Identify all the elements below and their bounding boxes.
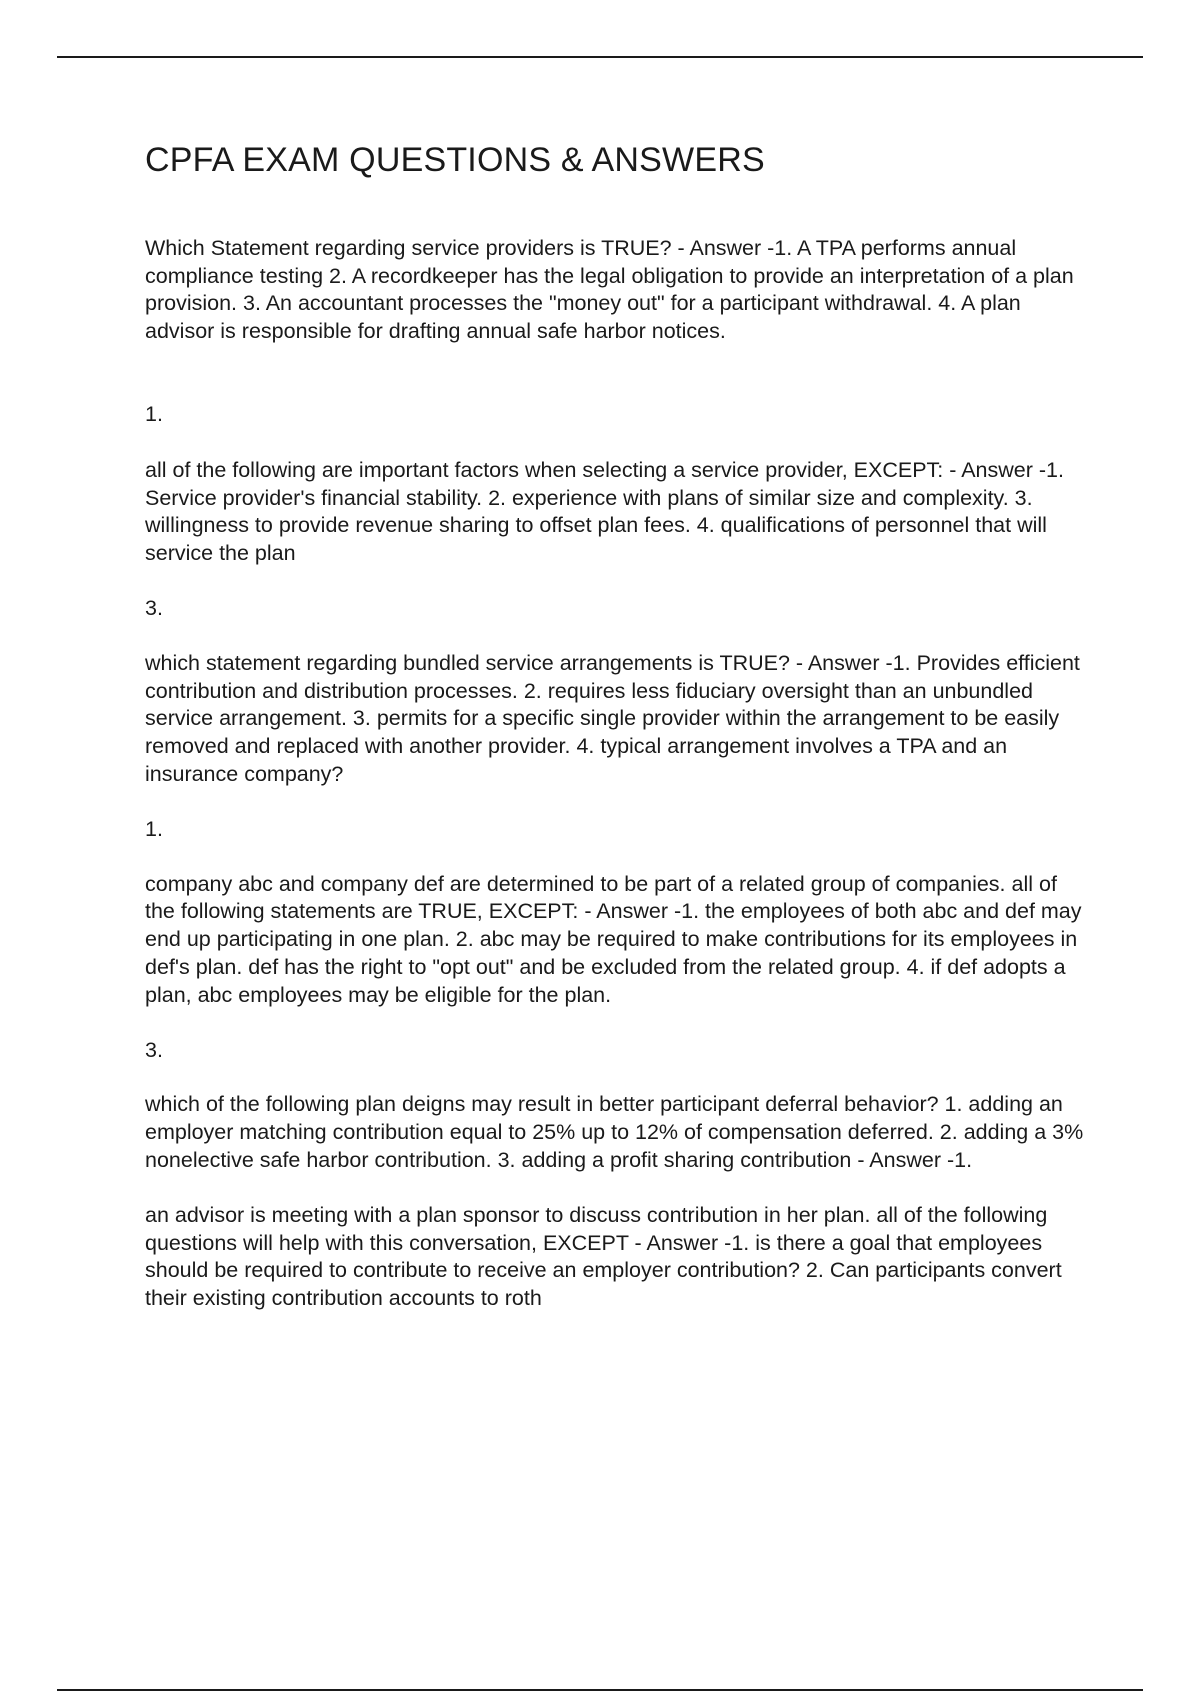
question-1: Which Statement regarding service providers is TRUE? - Answer -1. A TPA performs annual compliance testing 2. A recordkeeper has the legal obligation to provide an interpretation of a plan provision. 3. An accountant processes the "money out" for a participant withdrawal. 4. A plan advisor is responsible for drafting annual safe harbor notices.: [145, 235, 1074, 344]
question-2: all of the following are important factors when selecting a service provider, EXCEPT: - Answer -1. Service provider's financial stability. 2. experience with plans of similar size and complexity. 3. willingness to provide revenue sharing to offset plan fees. 4. qualifications of personnel that will service the plan: [145, 457, 1064, 566]
answer-1: 1.: [145, 401, 163, 426]
page-title: CPFA EXAM QUESTIONS & ANSWERS: [145, 141, 765, 179]
question-3: which statement regarding bundled service arrangements is TRUE? - Answer -1. Provides efficient contribution and distribution processes. 2. requires less fiduciary oversight than an unbundled service arrangement. 3. permits for a specific single provider within the arrangement to be easily removed and replaced with another provider. 4. typical arrangement involves a TPA and an insurance company?: [145, 650, 1080, 786]
question-6: an advisor is meeting with a plan sponsor to discuss contribution in her plan. all of the following questions will help with this conversation, EXCEPT - Answer -1. is there a goal that employees should be required to contribute to receive an employer contribution? 2. Can participants convert their existing contribution accounts to roth: [145, 1202, 1062, 1311]
footer-rule: [57, 1689, 1143, 1691]
question-4: company abc and company def are determined to be part of a related group of companies. all of the following statements are TRUE, EXCEPT: - Answer -1. the employees of both abc and def may end up participating in one plan. 2. abc may be required to make contributions for its employees in def's plan. def has the right to "opt out" and be excluded from the related group. 4. if def adopts a plan, abc employees may be eligible for the plan.: [145, 871, 1082, 1007]
question-5: which of the following plan deigns may result in better participant deferral behavior? 1. adding an employer matching contribution equal to 25% up to 12% of compensation deferred. 2. adding a 3% nonelective safe harbor contribution. 3. adding a profit sharing contribution - Answer -1.: [145, 1092, 1084, 1172]
answer-3: 1.: [145, 816, 163, 841]
answer-4: 3.: [145, 1037, 163, 1062]
answer-2: 3.: [145, 595, 163, 620]
document-body: [145, 140, 1085, 1313]
header-rule: [57, 56, 1143, 58]
